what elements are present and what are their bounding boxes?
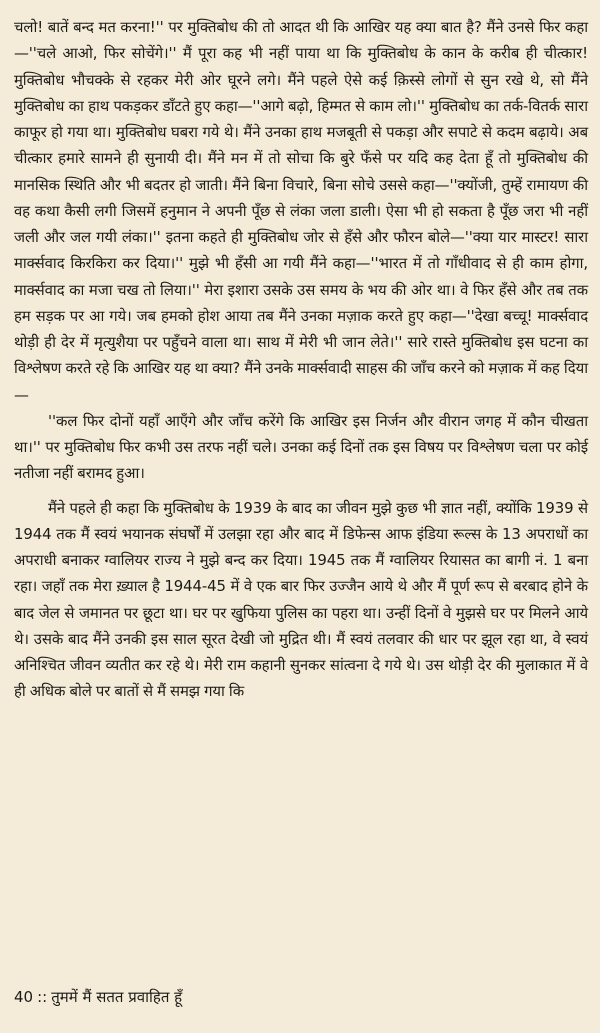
running-title: तुममें मैं सतत प्रवाहित हूँ bbox=[51, 988, 183, 1006]
body-text bbox=[14, 14, 588, 705]
paragraph-1: चलो! बातें बन्द मत करना!'' पर मुक्तिबोध की तो आदत थी कि आखिर यह क्या बात है? मैंने उनसे फिर कहा—''चले आओ, फिर सोचेंगे।'' मैं पूरा कह भी नहीं पाया था कि मुक्तिबोध के कान के करीब ही चीत्कार! मुक्तिबोध भौचक्के से रहकर मेरी ओर घूरने लगे। मैंने पहले ऐसे कई क़िस्से लोगों से सुन रखे थे, सो मैंने मुक्तिबोध का हाथ पकड़कर डाँटते हुए कहा—''आगे बढ़ो, हिम्मत से काम लो।'' मुक्तिबोध का तर्क-वितर्क सारा काफूर हो गया था। मुक्तिबोध घबरा गये थे। मैंने उनका हाथ मजबूती से पकड़ा और सपाटे से कदम बढ़ाये। अब चीत्कार हमारे सामने ही सुनायी दी। मैंने मन में तो सोचा कि बुरे फँसे पर यदि कह देता हूँ तो मुक्तिबोध की मानसिक स्थिति और भी बदतर हो जाती। मैंने बिना विचारे, बिना सोचे उससे कहा—''क्योंजी, तुम्हें रामायण की वह कथा कैसी लगी जिसमें हनुमान ने अपनी पूँछ से लंका जला डाली। ऐसा भी हो सकता है पूँछ जरा भी नहीं जली और जल गयी लंका।'' इतना कहते ही मुक्तिबोध जोर से हँसे और फौरन बोले—''क्या यार मास्टर! सारा मार्क्सवाद किरकिरा कर दिया।'' मुझे भी हँसी आ गयी मैंने कहा—''भारत में तो गाँधीवाद से ही काम होगा, मार्क्सवाद का मजा चख तो लिया।'' मेरा इशारा उसके उस समय के भय की ओर था। वे फिर हँसे और तब तक हम सड़क पर आ गये। जब हमको होश आया तब मैंने उनका मज़ाक करते हुए कहा—''देखा बच्चू! मार्क्सवाद थोड़ी ही देर में मृत्युशैया पर पहुँचने वाला था। साथ में मेरी भी जान लेते।'' सारे रास्ते मुक्तिबोध इस घटना का विश्लेषण करते रहे कि आखिर यह था क्या? मैंने उनके मार्क्सवादी साहस की जाँच करने को मज़ाक में कह दिया— bbox=[14, 18, 588, 404]
paragraph-2: ''कल फिर दोनों यहाँ आएँगे और जाँच करेंगे कि आखिर इस निर्जन और वीरान जगह में कौन चीखता था।'' पर मुक्तिबोध फिर कभी उस तरफ नहीं चले। उनका कई दिनों तक इस विषय पर विश्लेषण चला पर कोई नतीजा नहीं बरामद हुआ। bbox=[14, 411, 588, 483]
page-number: 40 bbox=[14, 988, 34, 1006]
page-footer bbox=[14, 986, 182, 1008]
paragraph-3: मैंने पहले ही कहा कि मुक्तिबोध के 1939 के बाद का जीवन मुझे कुछ भी ज्ञात नहीं, क्योंकि 1939 से 1944 तक मैं स्वयं भयानक संघर्षों में उलझा रहा और बाद में डिफेन्स आफ इंडिया रूल्स के 13 अपराधों का अपराधी बनाकर ग्वालियर राज्य ने मुझे बन्द कर दिया। 1945 तक मैं ग्वालियर रियासत का बागी नं. 1 बना रहा। जहाँ तक मेरा ख़्याल है 1944-45 में वे एक बार फिर उज्जैन आये थे और मैं पूर्ण रूप से बरबाद होने के बाद जेल से जमानत पर छूटा था। घर पर खुफिया पुलिस का पहरा था। उन्हीं दिनों वे मुझसे घर पर मिलने आये थे। उसके बाद मैंने उनकी इस साल सूरत देखी जो मुद्रित थी। मैं स्वयं तलवार की धार पर झूल रहा था, वे स्वयं अनिश्चित जीवन व्यतीत कर रहे थे। मेरी राम कहानी सुनकर सांत्वना दे गये थे। उस थोड़ी देर की मुलाकात में वे ही अधिक बोले पर बातों से मैं समझ गया कि bbox=[14, 498, 588, 701]
footer-separator: :: bbox=[37, 988, 48, 1006]
